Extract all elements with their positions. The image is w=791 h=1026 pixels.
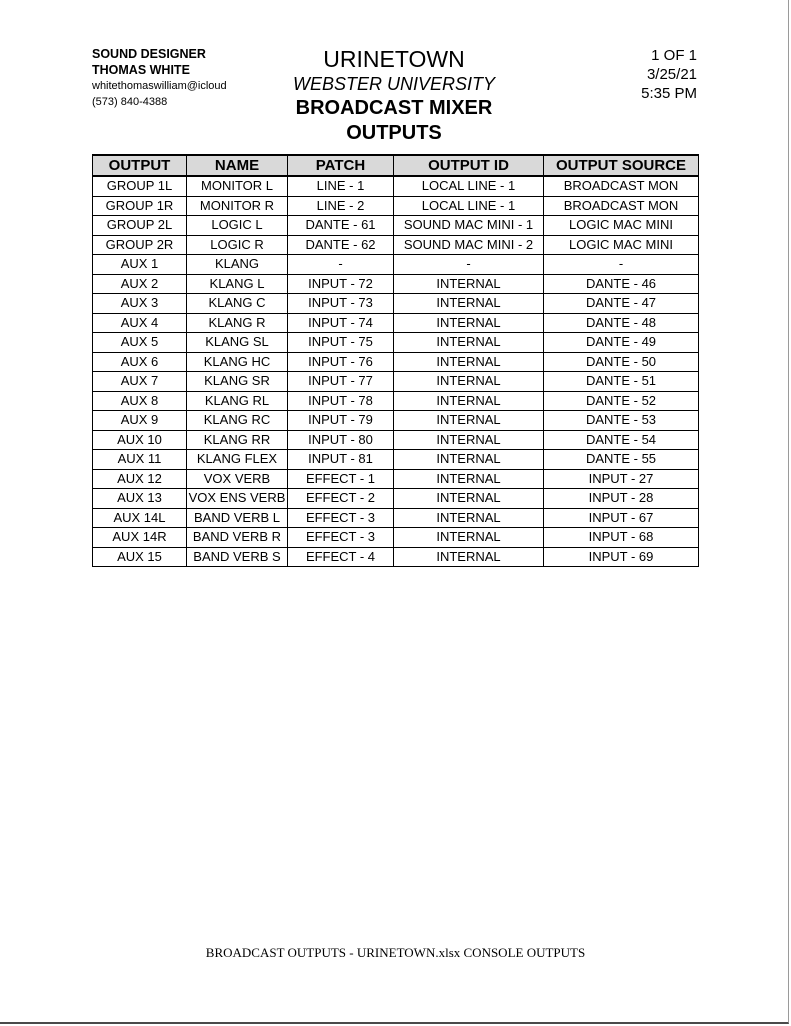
output-source-cell: DANTE - 46: [544, 274, 699, 294]
name-cell: VOX VERB: [187, 469, 288, 489]
output-id-cell: LOCAL LINE - 1: [394, 196, 544, 216]
output-source-cell: INPUT - 69: [544, 547, 699, 567]
output-cell: AUX 14R: [93, 528, 187, 548]
page-meta: [641, 46, 697, 103]
patch-cell: DANTE - 61: [288, 216, 394, 236]
name-cell: BAND VERB S: [187, 547, 288, 567]
output-source-cell: DANTE - 47: [544, 294, 699, 314]
output-id-cell: INTERNAL: [394, 469, 544, 489]
table-row: [93, 352, 699, 372]
output-source-cell: INPUT - 67: [544, 508, 699, 528]
patch-cell: LINE - 2: [288, 196, 394, 216]
document-heading: [270, 46, 518, 146]
table-row: [93, 469, 699, 489]
output-id-cell: INTERNAL: [394, 528, 544, 548]
table-row: [93, 333, 699, 353]
name-cell: VOX ENS VERB: [187, 489, 288, 509]
output-cell: AUX 2: [93, 274, 187, 294]
output-cell: AUX 9: [93, 411, 187, 431]
output-id-cell: INTERNAL: [394, 547, 544, 567]
output-source-cell: BROADCAST MON: [544, 176, 699, 196]
patch-cell: EFFECT - 3: [288, 508, 394, 528]
document-title: BROADCAST MIXER: [295, 97, 493, 119]
output-id-cell: INTERNAL: [394, 430, 544, 450]
patch-cell: INPUT - 76: [288, 352, 394, 372]
table-row: [93, 216, 699, 236]
output-cell: AUX 3: [93, 294, 187, 314]
print-date: 3/25/21: [646, 66, 697, 83]
output-source-cell: DANTE - 49: [544, 333, 699, 353]
designer-email: whitethomaswilliam@icloud: [92, 80, 227, 92]
table-row: [93, 294, 699, 314]
footer-filename: BROADCAST OUTPUTS - URINETOWN.xlsx CONSOLE OUTPUTS: [205, 945, 586, 960]
output-cell: AUX 15: [93, 547, 187, 567]
name-cell: MONITOR R: [187, 196, 288, 216]
patch-cell: INPUT - 75: [288, 333, 394, 353]
output-id-cell: INTERNAL: [394, 333, 544, 353]
table-row: [93, 528, 699, 548]
patch-cell: INPUT - 72: [288, 274, 394, 294]
output-id-cell: INTERNAL: [394, 372, 544, 392]
table-row: [93, 274, 699, 294]
output-cell: GROUP 2L: [93, 216, 187, 236]
document-subtitle: OUTPUTS: [346, 122, 442, 144]
output-cell: GROUP 2R: [93, 235, 187, 255]
table-row: [93, 235, 699, 255]
patch-cell: EFFECT - 3: [288, 528, 394, 548]
designer-name: THOMAS WHITE: [92, 63, 190, 77]
table-row: [93, 391, 699, 411]
output-id-cell: INTERNAL: [394, 411, 544, 431]
output-cell: AUX 13: [93, 489, 187, 509]
output-id-cell: LOCAL LINE - 1: [394, 176, 544, 196]
patch-cell: EFFECT - 1: [288, 469, 394, 489]
output-source-cell: INPUT - 68: [544, 528, 699, 548]
name-cell: BAND VERB R: [187, 528, 288, 548]
patch-cell: INPUT - 79: [288, 411, 394, 431]
output-cell: GROUP 1L: [93, 176, 187, 196]
table-row: [93, 196, 699, 216]
output-cell: AUX 10: [93, 430, 187, 450]
output-source-cell: DANTE - 53: [544, 411, 699, 431]
table-body: [93, 176, 699, 567]
name-cell: KLANG SR: [187, 372, 288, 392]
venue-name: WEBSTER UNIVERSITY: [292, 74, 496, 94]
output-cell: AUX 12: [93, 469, 187, 489]
table-row: [93, 313, 699, 333]
output-id-cell: INTERNAL: [394, 450, 544, 470]
output-id-cell: SOUND MAC MINI - 2: [394, 235, 544, 255]
patch-cell: INPUT - 77: [288, 372, 394, 392]
output-id-cell: -: [394, 255, 544, 275]
output-id-cell: INTERNAL: [394, 391, 544, 411]
output-cell: GROUP 1R: [93, 196, 187, 216]
name-cell: KLANG: [187, 255, 288, 275]
designer-role: SOUND DESIGNER: [92, 47, 206, 61]
patch-cell: -: [288, 255, 394, 275]
name-cell: LOGIC R: [187, 235, 288, 255]
output-cell: AUX 7: [93, 372, 187, 392]
table-row: [93, 508, 699, 528]
show-title: URINETOWN: [323, 46, 465, 72]
patch-cell: INPUT - 74: [288, 313, 394, 333]
table-row: [93, 255, 699, 275]
output-source-cell: DANTE - 50: [544, 352, 699, 372]
output-id-cell: INTERNAL: [394, 313, 544, 333]
table-row: [93, 372, 699, 392]
patch-cell: INPUT - 73: [288, 294, 394, 314]
column-header-output-source: OUTPUT SOURCE: [544, 155, 699, 176]
patch-cell: INPUT - 78: [288, 391, 394, 411]
output-source-cell: LOGIC MAC MINI: [544, 216, 699, 236]
output-cell: AUX 1: [93, 255, 187, 275]
table-row: [93, 450, 699, 470]
output-source-cell: BROADCAST MON: [544, 196, 699, 216]
column-header-output-id: OUTPUT ID: [394, 155, 544, 176]
table-header-row: [93, 155, 699, 176]
output-source-cell: -: [544, 255, 699, 275]
output-cell: AUX 14L: [93, 508, 187, 528]
output-source-cell: DANTE - 54: [544, 430, 699, 450]
output-source-cell: INPUT - 28: [544, 489, 699, 509]
name-cell: MONITOR L: [187, 176, 288, 196]
name-cell: KLANG R: [187, 313, 288, 333]
table-row: [93, 489, 699, 509]
column-header-name: NAME: [187, 155, 288, 176]
name-cell: KLANG SL: [187, 333, 288, 353]
name-cell: KLANG FLEX: [187, 450, 288, 470]
designer-info: [92, 46, 227, 110]
output-source-cell: INPUT - 27: [544, 469, 699, 489]
output-cell: AUX 5: [93, 333, 187, 353]
output-source-cell: DANTE - 55: [544, 450, 699, 470]
output-source-cell: LOGIC MAC MINI: [544, 235, 699, 255]
table-row: [93, 430, 699, 450]
name-cell: LOGIC L: [187, 216, 288, 236]
patch-cell: INPUT - 80: [288, 430, 394, 450]
patch-cell: DANTE - 62: [288, 235, 394, 255]
name-cell: KLANG C: [187, 294, 288, 314]
outputs-table: [92, 154, 699, 567]
output-cell: AUX 11: [93, 450, 187, 470]
table-row: [93, 411, 699, 431]
name-cell: KLANG RL: [187, 391, 288, 411]
patch-cell: EFFECT - 2: [288, 489, 394, 509]
output-id-cell: INTERNAL: [394, 508, 544, 528]
output-id-cell: INTERNAL: [394, 274, 544, 294]
output-source-cell: DANTE - 51: [544, 372, 699, 392]
name-cell: KLANG HC: [187, 352, 288, 372]
output-source-cell: DANTE - 52: [544, 391, 699, 411]
patch-cell: EFFECT - 4: [288, 547, 394, 567]
output-id-cell: INTERNAL: [394, 489, 544, 509]
name-cell: KLANG RR: [187, 430, 288, 450]
name-cell: KLANG L: [187, 274, 288, 294]
name-cell: KLANG RC: [187, 411, 288, 431]
output-cell: AUX 6: [93, 352, 187, 372]
output-source-cell: DANTE - 48: [544, 313, 699, 333]
patch-cell: INPUT - 81: [288, 450, 394, 470]
patch-cell: LINE - 1: [288, 176, 394, 196]
output-cell: AUX 4: [93, 313, 187, 333]
table-row: [93, 547, 699, 567]
column-header-patch: PATCH: [288, 155, 394, 176]
page-number: 1 OF 1: [651, 47, 697, 64]
column-header-output: OUTPUT: [93, 155, 187, 176]
output-id-cell: INTERNAL: [394, 352, 544, 372]
name-cell: BAND VERB L: [187, 508, 288, 528]
designer-phone: (573) 840-4388: [92, 96, 168, 108]
output-cell: AUX 8: [93, 391, 187, 411]
table-row: [93, 176, 699, 196]
output-id-cell: INTERNAL: [394, 294, 544, 314]
output-id-cell: SOUND MAC MINI - 1: [394, 216, 544, 236]
print-time: 5:35 PM: [641, 85, 697, 102]
